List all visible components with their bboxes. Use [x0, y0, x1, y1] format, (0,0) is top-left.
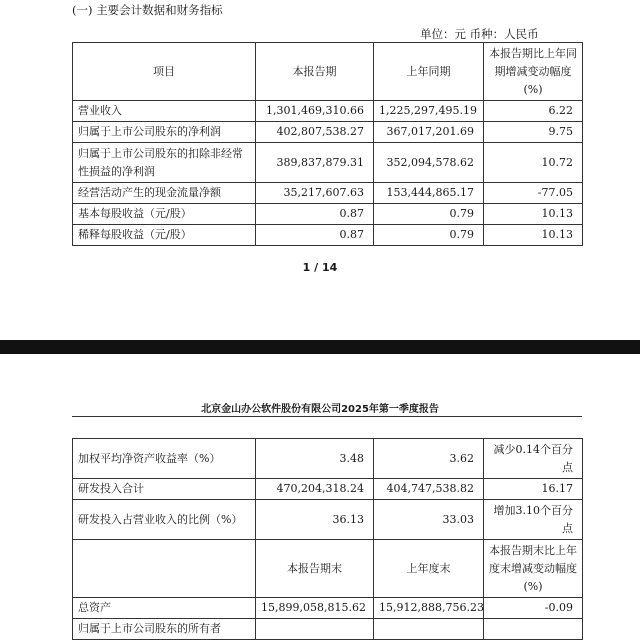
- row-label: 加权平均净资产收益率（%）: [73, 439, 256, 479]
- cell-current: 35,217,607.63: [256, 183, 374, 204]
- table-row: [73, 122, 583, 143]
- subheader-change-pct: 本报告期末比上年度末增减变动幅度(%): [484, 540, 583, 598]
- key-financial-data-table-continued: [72, 438, 583, 640]
- row-label: 研发投入合计: [73, 479, 256, 500]
- table-row: [73, 439, 583, 479]
- row-label: 稀释每股收益（元/股）: [73, 225, 256, 246]
- running-header: 北京金山办公软件股份有限公司2025年第一季度报告: [201, 404, 439, 415]
- cell-current: 1,301,469,310.66: [256, 101, 374, 122]
- cell-prior: 0.79: [374, 225, 484, 246]
- table-row: [73, 619, 583, 640]
- table-row: [73, 500, 583, 540]
- cell-change: 6.22: [484, 101, 583, 122]
- page-separator: [0, 340, 640, 354]
- cell-current: 0.87: [256, 225, 374, 246]
- table-subheader-row: [73, 540, 583, 598]
- row-label: 归属于上市公司股东的净利润: [73, 122, 256, 143]
- table-row: [73, 183, 583, 204]
- cell-change: [484, 619, 583, 640]
- table-row: [73, 598, 583, 619]
- table-row: [73, 479, 583, 500]
- cell-change: 16.17: [484, 479, 583, 500]
- cell-prior: 367,017,201.69: [374, 122, 484, 143]
- cell-change: 减少0.14个百分点: [484, 439, 583, 479]
- cell-current: [256, 619, 374, 640]
- cell-prior: 404,747,538.82: [374, 479, 484, 500]
- cell-change: -77.05: [484, 183, 583, 204]
- cell-change: 10.13: [484, 204, 583, 225]
- row-label: 总资产: [73, 598, 256, 619]
- cell-current: 3.48: [256, 439, 374, 479]
- header-change-pct: 本报告期比上年同期增减变动幅度(%): [484, 43, 583, 101]
- table-row: [73, 101, 583, 122]
- header-current-period: 本报告期: [256, 43, 374, 101]
- page-number: 1 / 14: [302, 261, 338, 274]
- cell-prior: 1,225,297,495.19: [374, 101, 484, 122]
- cell-change: -0.09: [484, 598, 583, 619]
- cell-current: 470,204,318.24: [256, 479, 374, 500]
- cell-prior: 15,912,888,756.23: [374, 598, 484, 619]
- table-row: [73, 225, 583, 246]
- row-label: 研发投入占营业收入的比例（%）: [73, 500, 256, 540]
- cell-change: 9.75: [484, 122, 583, 143]
- cell-prior: 0.79: [374, 204, 484, 225]
- cell-change: 10.13: [484, 225, 583, 246]
- cell-current: 389,837,879.31: [256, 143, 374, 183]
- header-rule: [72, 416, 582, 417]
- table-row: [73, 204, 583, 225]
- table-row: [73, 143, 583, 183]
- cell-prior: [374, 619, 484, 640]
- key-financial-data-table: [72, 42, 583, 246]
- cell-current: 402,807,538.27: [256, 122, 374, 143]
- cell-change: 10.72: [484, 143, 583, 183]
- cell-current: 15,899,058,815.62: [256, 598, 374, 619]
- table-header-row: [73, 43, 583, 101]
- cell-prior: 33.03: [374, 500, 484, 540]
- row-label: 归属于上市公司股东的所有者: [73, 619, 256, 640]
- unit-currency-line: 单位：元 币种：人民币: [420, 27, 539, 41]
- row-label: 经营活动产生的现金流量净额: [73, 183, 256, 204]
- cell-prior: 352,094,578.62: [374, 143, 484, 183]
- cell-current: 0.87: [256, 204, 374, 225]
- cell-prior: 3.62: [374, 439, 484, 479]
- header-item: 项目: [73, 43, 256, 101]
- row-label: 归属于上市公司股东的扣除非经常性损益的净利润: [73, 143, 256, 183]
- subheader-period-end: 本报告期末: [256, 540, 374, 598]
- subheader-prior-year-end: 上年度末: [374, 540, 484, 598]
- section-title: (一) 主要会计数据和财务指标: [72, 3, 223, 17]
- cell-prior: 153,444,865.17: [374, 183, 484, 204]
- subheader-blank: [73, 540, 256, 598]
- cell-change: 增加3.10个百分点: [484, 500, 583, 540]
- row-label: 营业收入: [73, 101, 256, 122]
- row-label: 基本每股收益（元/股）: [73, 204, 256, 225]
- header-prior-period: 上年同期: [374, 43, 484, 101]
- cell-current: 36.13: [256, 500, 374, 540]
